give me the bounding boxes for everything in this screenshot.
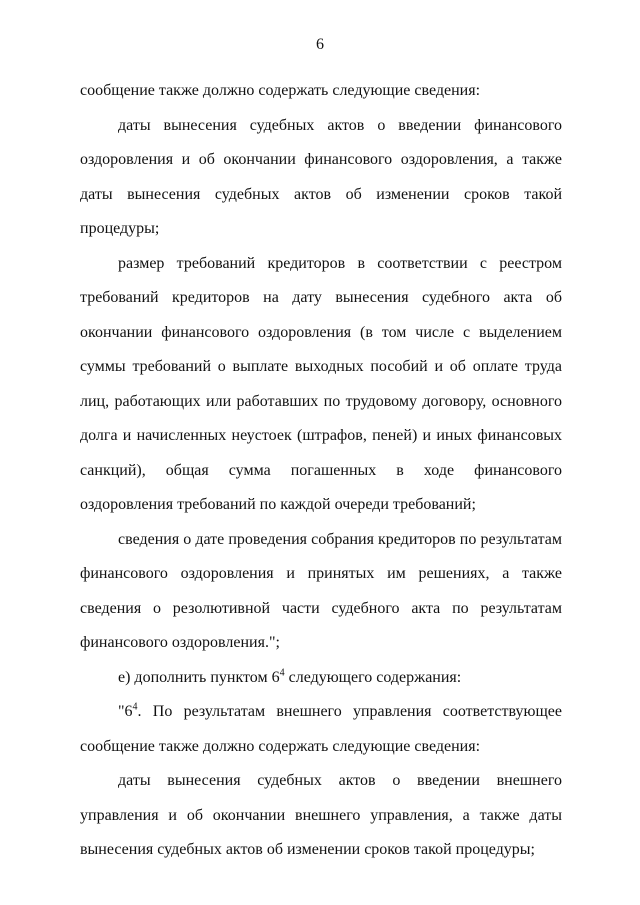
- amendment-text-tail: следующего содержания:: [284, 668, 462, 686]
- clause-number: "6: [118, 703, 133, 720]
- superscript: 4: [279, 667, 285, 679]
- page-number: 6: [316, 36, 324, 53]
- paragraph-intro: сообщение также должно содержать следующие сведения:: [80, 82, 481, 99]
- superscript: 4: [132, 701, 138, 713]
- clause-text: . По результатам внешнего управления соответствующее сообщение также должно содержать следующие сведения:: [80, 703, 562, 755]
- paragraph-external-management-dates: даты вынесения судебных актов о введении внешнего управления и об окончании внешнего управления, а также даты вынесения судебных актов об изменении сроков такой процедуры;: [80, 772, 562, 858]
- amendment-text: е) дополнить пунктом 6: [118, 668, 280, 686]
- document-body: [80, 74, 562, 868]
- paragraph-creditor-claims: размер требований кредиторов в соответствии с реестром требований кредиторов на дату вынесения судебного акта об окончании финансового оздоровления (в том числе с выделением суммы требований о выплате выходных пособий и об оплате труда лиц, работающих или работавших по трудовому договору, основного долга и начисленных неустоек (штрафов, пеней) и иных финансовых санкций), общая сумма погашенных в ходе финансового оздоровления требований по каждой очереди требований;: [80, 254, 562, 513]
- paragraph-creditors-meeting: сведения о дате проведения собрания кредиторов по результатам финансового оздоровления и принятых им решениях, а также сведения о резолютивной части судебного акта по результатам финансового оздоровления.";: [80, 530, 562, 651]
- paragraph-amendment-e: [80, 661, 562, 696]
- paragraph-financial-recovery-dates: даты вынесения судебных актов о введении финансового оздоровления и об окончании финансового оздоровления, а также даты вынесения судебных актов об изменении сроков такой процедуры;: [80, 116, 562, 237]
- paragraph-clause-6-4: [80, 695, 562, 764]
